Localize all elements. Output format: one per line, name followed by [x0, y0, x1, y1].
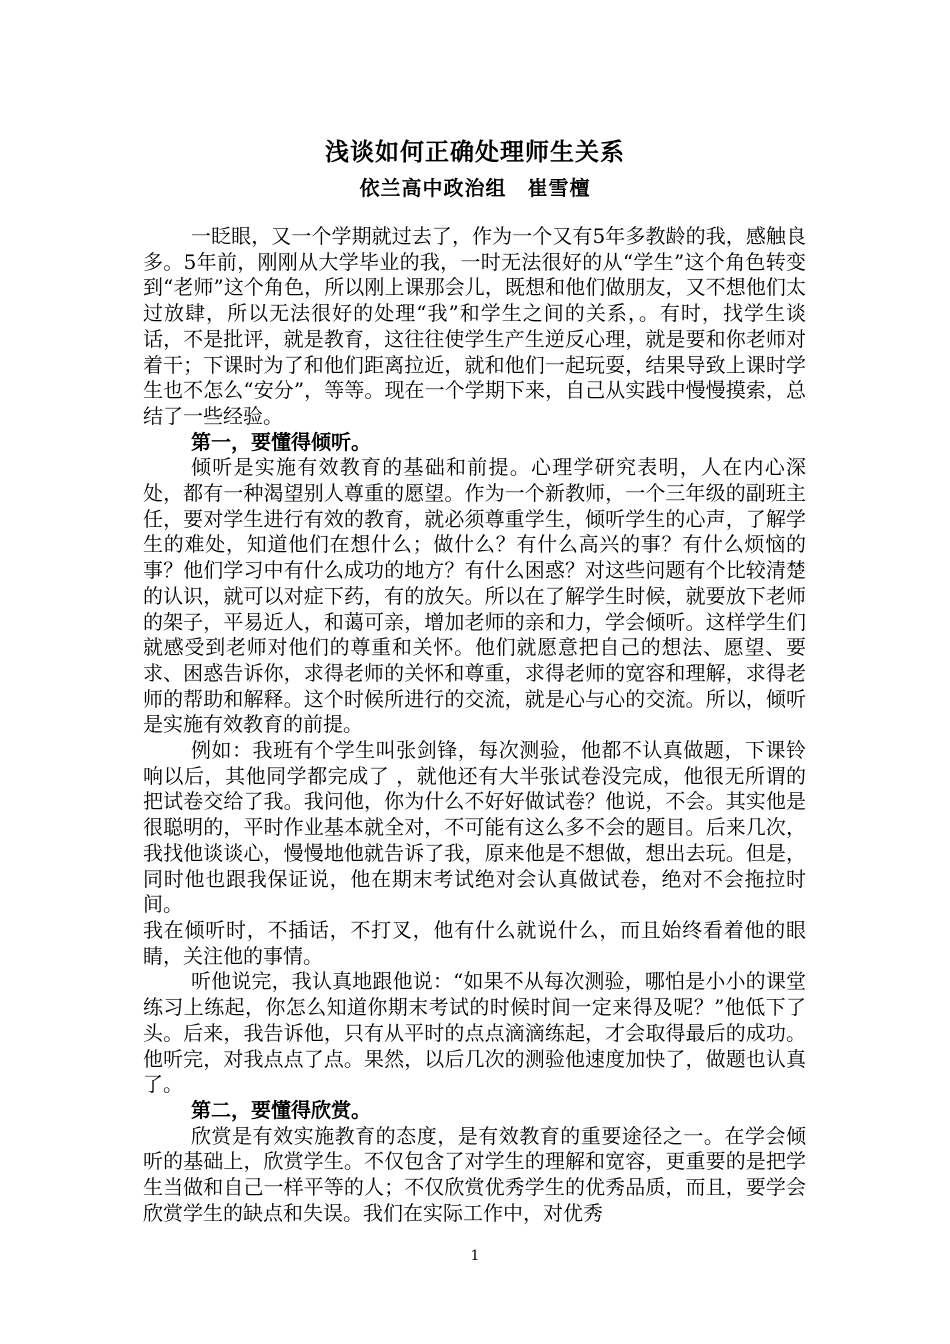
section-heading-appreciation: 第二，要懂得欣赏。: [191, 1097, 371, 1122]
paragraph-listening: 倾听是实施有效教育的基础和前提。心理学研究表明，人在内心深处，都有一种渴望别人尊重的愿望。作为一个新教师，一个三年级的副班主任，要对学生进行有效的教育，就必须尊重学生，倾听学生的心声，了解学生的难处，知道他们在想什么；做什么？有什么高兴的事？有什么烦恼的事？他们学习中有什么成功的地方？有什么困惑？对这些问题有个比较清楚的认识，就可以对症下药，有的放矢。所以在了解学生时候，就要放下老师的架子，平易近人，和蔼可亲，增加老师的亲和力，学会倾听。这样学生们就感受到老师对他们的尊重和关怀。他们就愿意把自己的想法、愿望、要求、困惑告诉你，求得老师的关怀和尊重，求得老师的宽容和理解，求得老师的帮助和解释。这个时候所进行的交流，就是心与心的交流。所以，倾听是实施有效教育的前提。: [143, 455, 806, 737]
document-body: [143, 224, 806, 1226]
paragraph-intro: 一眨眼，又一个学期就过去了，作为一个又有5年多教龄的我，感触良多。5年前，刚刚从大学毕业的我，一时无法很好的从“学生”这个角色转变到“老师”这个角色，所以刚上课那会儿，既想和他们做朋友，又不想他们太过放肆，所以无法很好的处理“我”和学生之间的关系，。有时，找学生谈话，不是批评，就是教育，这往往使学生产生逆反心理，就是要和你老师对着干；下课时为了和他们距离拉近，就和他们一起玩耍，结果导致上课时学生也不怎么“安分”，等等。现在一个学期下来，自己从实践中慢慢摸索，总结了一些经验。: [143, 224, 806, 428]
document-title: 浅谈如何正确处理师生关系: [325, 137, 625, 166]
paragraph-example: 例如：我班有个学生叫张剑锋，每次测验，他都不认真做题，下课铃响以后，其他同学都完成了 ，就他还有大半张试卷没完成，他很无所谓的把试卷交给了我。我问他，你为什么不好好做试卷？他说，不会。其实他是很聪明的，平时作业基本就全对，不可能有这么多不会的题目。后来几次，我找他谈谈心，慢慢地他就告诉了我，原来他是不想做，想出去玩。但是，同时他也跟我保证说，他在期末考试绝对会认真做试卷，绝对不会拖拉时间。: [143, 738, 806, 917]
paragraph-result: 听他说完，我认真地跟他说：“如果不从每次测验，哪怕是小小的课堂练习上练起，你怎么知道你期末考试的时候时间一定来得及呢？”他低下了头。后来，我告诉他，只有从平时的点点滴滴练起，才会取得最后的成功。他听完，对我点点了点。果然，以后几次的测验他速度加快了，做题也认真了。: [143, 969, 806, 1097]
paragraph-listening-manner: 我在倾听时，不插话，不打叉，他有什么就说什么，而且始终看着他的眼睛，关注他的事情。: [143, 917, 806, 968]
section-heading-listening: 第一，要懂得倾听。: [191, 429, 371, 454]
page-number: 1: [470, 1248, 480, 1264]
paragraph-appreciation: 欣赏是有效实施教育的态度，是有效教育的重要途径之一。在学会倾听的基础上，欣赏学生。不仅包含了对学生的理解和宽容，更重要的是把学生当做和自己一样平等的人；不仅欣赏优秀学生的优秀品质，而且，要学会欣赏学生的缺点和失误。我们在实际工作中，对优秀: [143, 1123, 806, 1225]
document-subtitle: 依兰高中政治组 崔雪檀: [359, 176, 591, 200]
